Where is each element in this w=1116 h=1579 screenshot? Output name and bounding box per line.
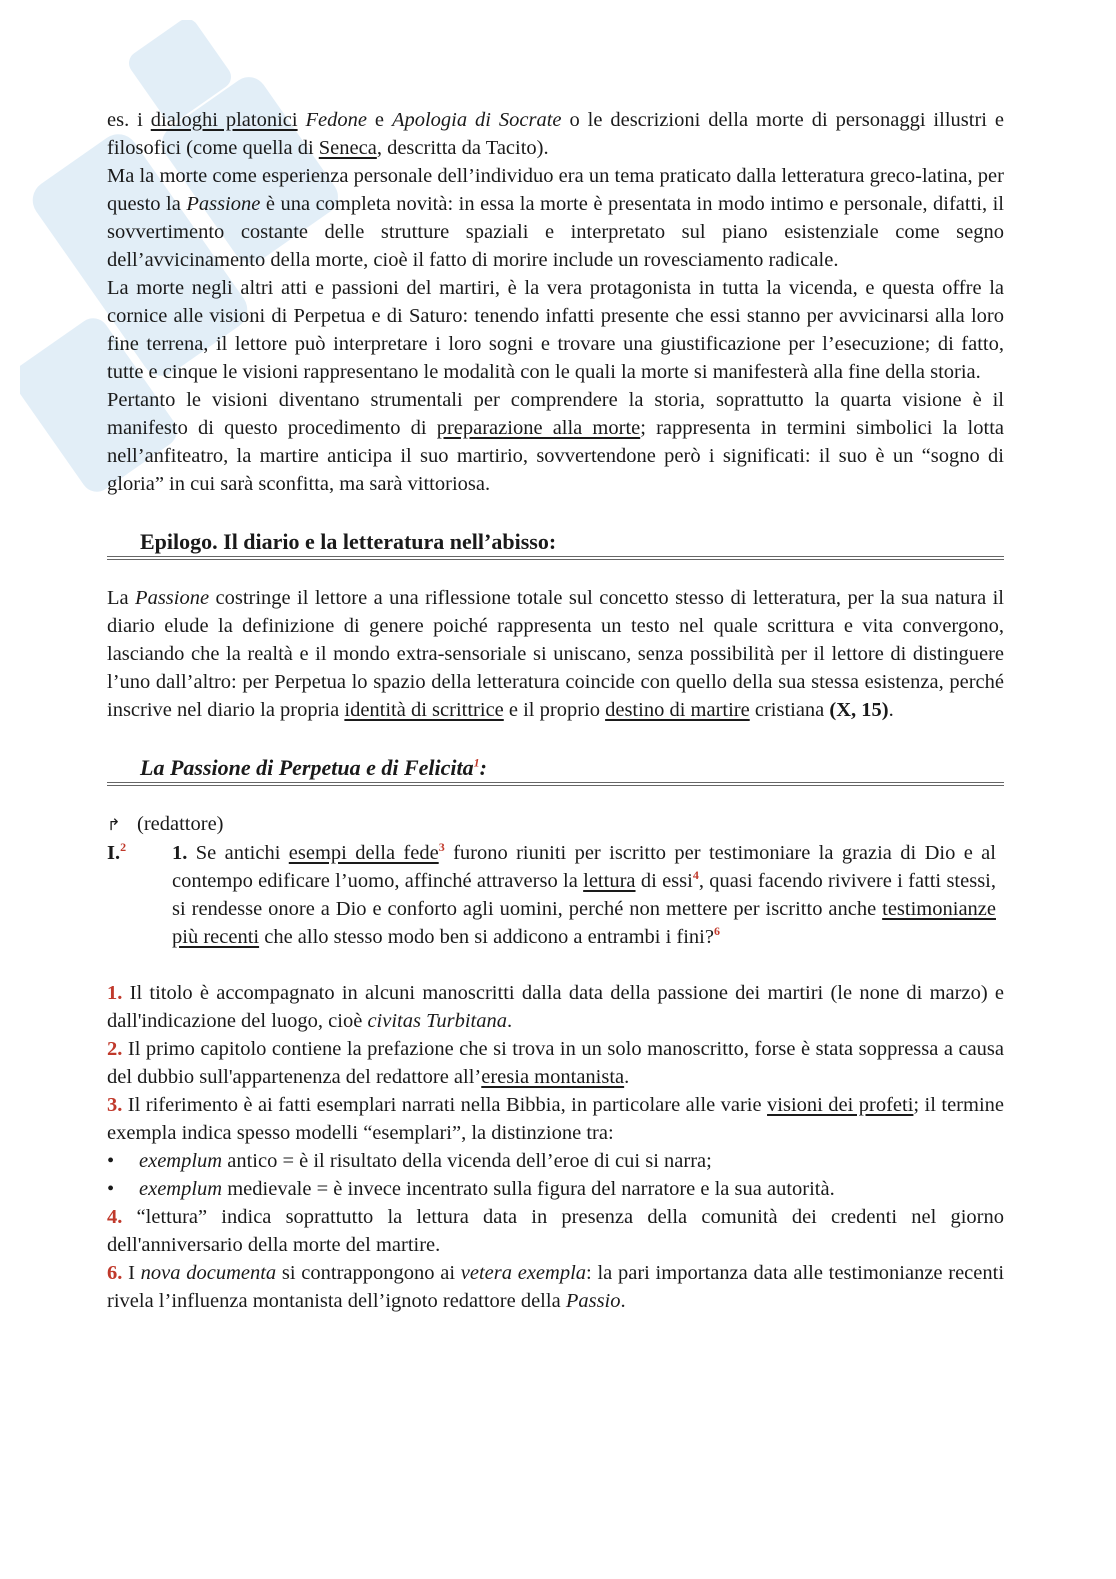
heading-epilogo-text: Epilogo. Il diario e la letteratura nell’abisso: (140, 529, 557, 554)
footnote-3: 3. Il riferimento è ai fatti esemplari narrati nella Bibbia, in particolare alle varie visioni dei profeti; il termine exempla indica spesso modelli “esemplari”, la distinzione tra: (107, 1094, 1004, 1144)
link-testimonianze-piu-recenti[interactable]: testimonianze più recenti (172, 898, 996, 948)
link-seneca[interactable]: Seneca (318, 137, 377, 159)
link-esempi-della-fede[interactable]: esempi della fede (288, 842, 439, 864)
footnote-ref-3[interactable]: 3 (438, 840, 445, 855)
bullet-item: • exemplum medievale = è invece incentrato sulla figura del narratore e la sua autorità. (107, 1178, 835, 1200)
footnotes (107, 979, 1004, 1315)
heading-epilogo (107, 518, 1004, 556)
link-preparazione-alla-morte[interactable]: preparazione alla morte (436, 417, 641, 439)
chapter-roman: I.$^2$ (107, 840, 127, 864)
paragraph-3: La morte negli altri atti e passioni del martiri, è la vera protagonista in tutta la vicenda, e questa offre la cornice alle visioni di Perpetua e di Saturo: tenendo infatti presente che essi stanno per avvicinarsi alla loro fine terrena, il lettore può interpretare i loro sogni e trovare una giustificazione per l’esecuzione; di fatto, tutte e cinque le visioni rappresentano le modalità con le quali la morte si manifesterà alla fine della storia. (107, 277, 1004, 383)
paragraph-5: La Passione costringe il lettore a una riflessione totale sul concetto stesso di letteratura, per la sua natura il diario elude la definizione di genere poiché rappresenta un testo nel quale scrittura e vita convergono, lasciando che la realtà e il mondo extra-sensoriale si uniscano, senza possibilità per il lettore di distinguere l’uno dall’altro: per Perpetua lo spazio della letteratura coincide con quello della sua stessa esistenza, perché inscrive nel diario la propria identità di scrittrice e il proprio destino di martire cristiana (X, 15). (107, 587, 1005, 721)
footnote-ref-4[interactable]: 4 (692, 868, 699, 883)
chapter-1 (107, 839, 1004, 951)
footnote-ref-1[interactable]: 1 (473, 755, 480, 770)
heading-passione (107, 744, 1004, 782)
link-identita-di-scrittrice[interactable]: identità di scrittrice (344, 699, 504, 721)
footnote-2: 2. Il primo capitolo contiene la prefazione che si trova in un solo manoscritto, forse è stata soppressa a causa del dubbio sull'appartenenza del redattore all’eresia montanista. (107, 1038, 1004, 1088)
footnote-ref-6[interactable]: 6 (713, 924, 720, 939)
footnote-ref-2[interactable]: 2 (120, 840, 127, 855)
document-page (107, 106, 1004, 1315)
bullet-item: • exemplum antico = è il risultato della vicenda dell’eroe di cui si narra; (107, 1150, 712, 1172)
heading-rule (107, 556, 1004, 560)
footnote-6: 6. I nova documenta si contrappongono ai vetera exempla: la pari importanza data alle testimonianze recenti rivela l’influenza montanista dell’ignoto redattore della Passio. (107, 1262, 1005, 1312)
link-destino-di-martire[interactable]: destino di martire (605, 699, 750, 721)
link-lettura[interactable]: lettura (583, 870, 636, 892)
footnote-4: 4. “lettura” indica soprattutto la lettura data in presenza della comunità dei credenti nel giorno dell'anniversario della morte del martire. (107, 1206, 1004, 1256)
paragraph-1: es. i dialoghi platonici Fedone e Apologia di Socrate o le descrizioni della morte di personaggi illustri e filosofici (come quella di Seneca, descritta da Tacito). (107, 109, 1004, 159)
corner-arrow-icon: ↱ (107, 815, 121, 834)
chapter-body: 1. Se antichi esempi della fede$^3$ furono riuniti per iscritto per testimoniare la grazia di Dio e al contempo edificare l’uomo, affinché attraverso la lettura di essi$^4$, quasi facendo rivivere i fatti stessi, si rendesse onore a Dio e conforto agli uomini, perché non mettere per iscritto anche testimonianze più recenti che allo stesso modo ben si addicono a entrambi i fini?$^6$ (172, 840, 996, 948)
footnote-1: 1. Il titolo è accompagnato in alcuni manoscritti dalla data della passione dei martiri (le none di marzo) e dall'indicazione del luogo, cioè civitas Turbitana. (107, 982, 1004, 1032)
paragraph-4: Pertanto le visioni diventano strumentali per comprendere la storia, soprattutto la quarta visione è il manifesto di questo procedimento di preparazione alla morte; rappresenta in termini simbolici la lotta nell’anfiteatro, la martire anticipa il suo martirio, sovvertendone però i significati: il suo è un “sogno di gloria” in cui sarà sconfitta, ma sarà vittoriosa. (107, 389, 1004, 495)
heading-passione-text: La Passione di Perpetua e di Felicita$^1$: (140, 755, 487, 780)
link-visioni-dei-profeti[interactable]: visioni dei profeti (767, 1094, 914, 1116)
redattore-line: ↱ (redattore) (107, 810, 1004, 839)
link-eresia-montanista[interactable]: eresia montanista (481, 1066, 625, 1088)
link-dialoghi-platonici[interactable]: dialoghi platonici (150, 109, 298, 131)
paragraph-2: Ma la morte come esperienza personale dell’individuo era un tema praticato dalla letteratura greco-latina, per questo la Passione è una completa novità: in essa la morte è presentata in modo intimo e personale, difatti, il sovvertimento costante delle strutture spaziali e interpretato sul piano esistenziale come segno dell’avvicinamento della morte, cioè il fatto di morire include un rovesciamento radicale. (107, 165, 1004, 271)
heading-rule (107, 782, 1004, 786)
